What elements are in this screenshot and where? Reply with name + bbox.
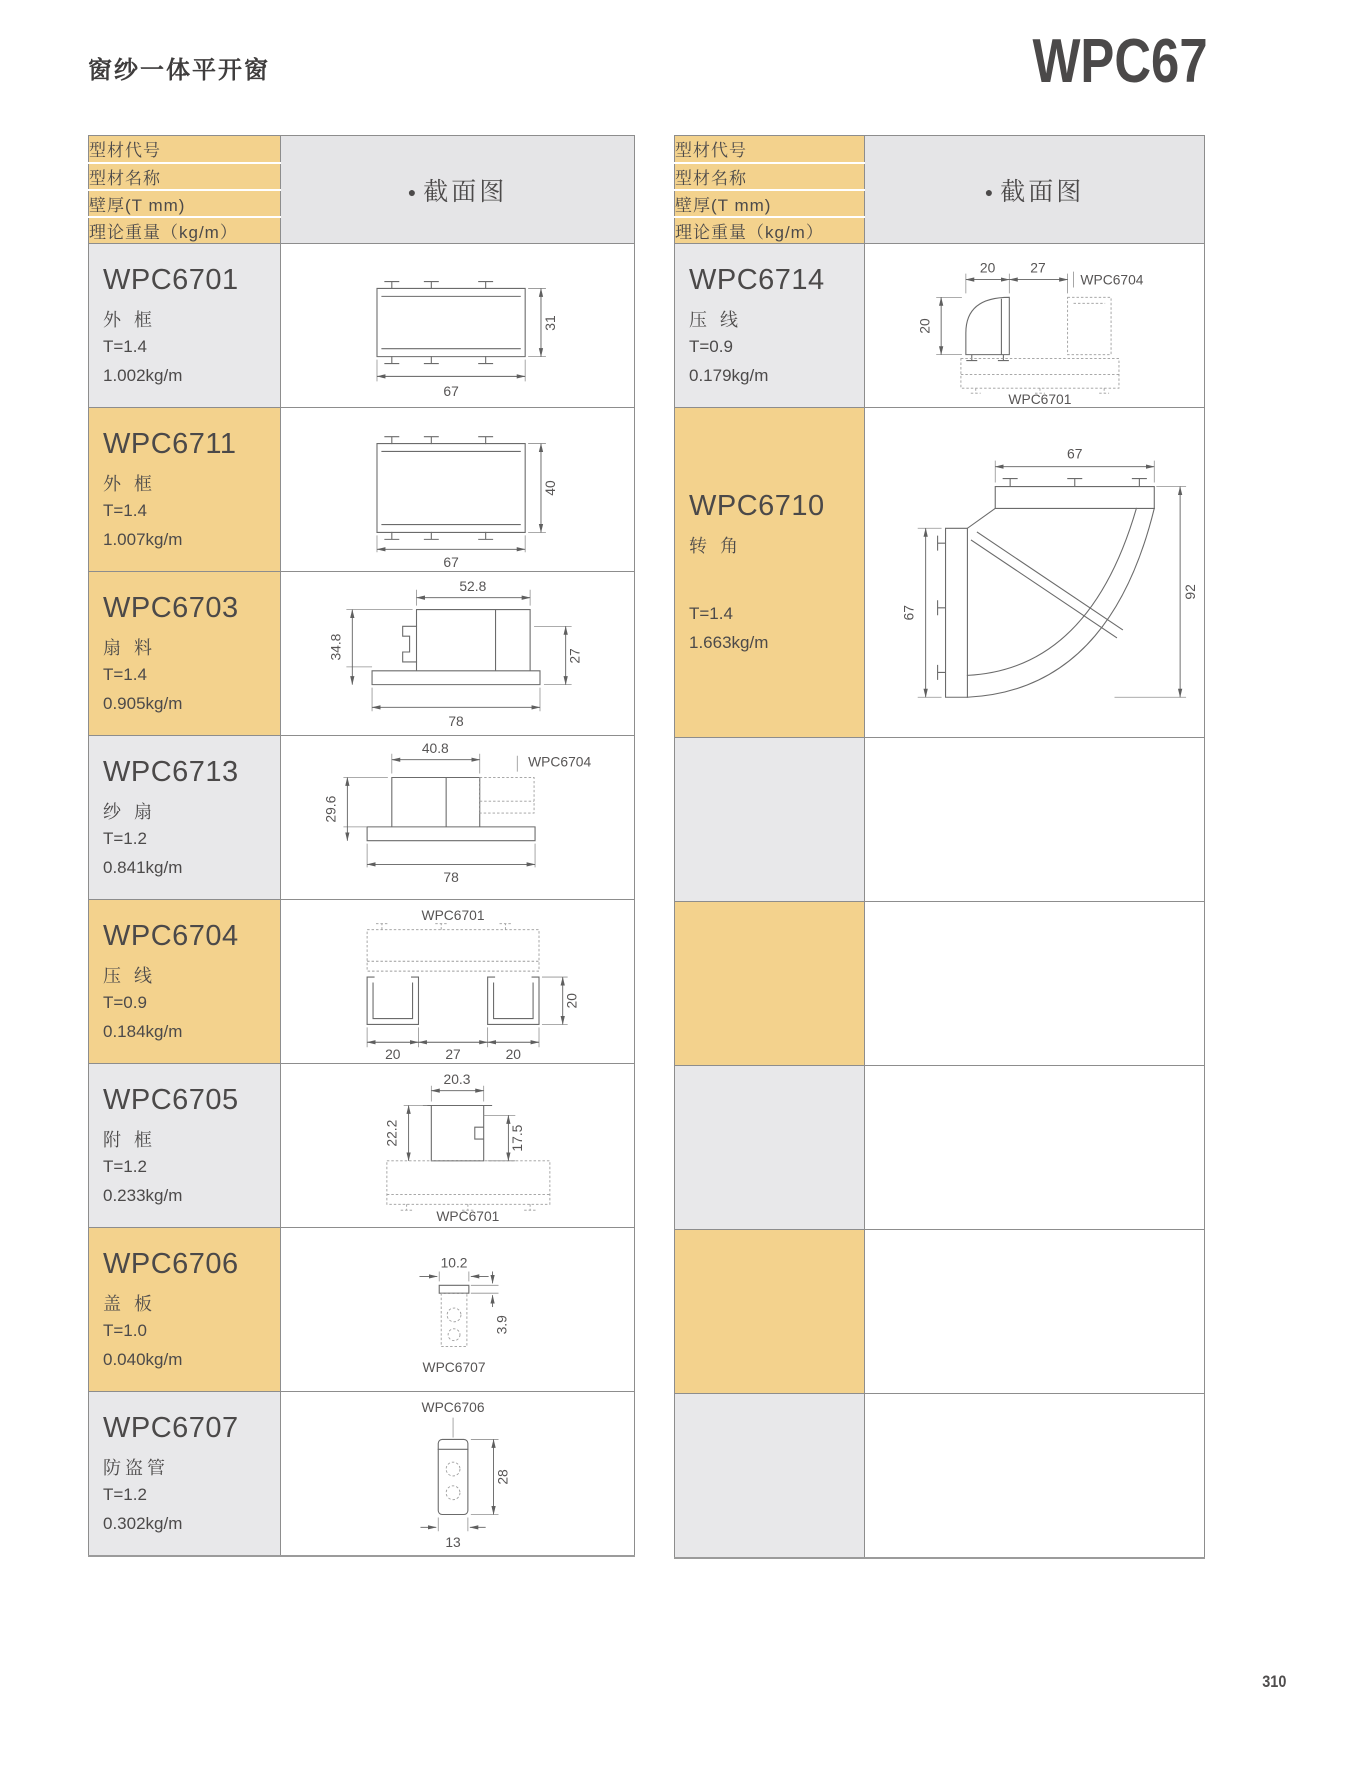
cross-section-diagram [281,736,635,900]
wall-thickness: T=0.9 [103,993,147,1013]
ref-label: WPC6701 [421,906,485,923]
dim-label: 40.8 [421,739,449,756]
dim-label: 67 [442,383,459,400]
unit-weight: 1.007kg/m [103,530,183,550]
ref-label: WPC6706 [421,1398,485,1415]
table-row [89,244,635,408]
profile-name: 外 框 [103,474,157,494]
dim-label: 27 [566,648,583,664]
dim-label: 27 [444,1046,461,1063]
dim-label: 27 [1029,259,1046,276]
page-title: 窗纱一体平开窗 [88,57,270,84]
table-row-empty [675,1394,1205,1559]
wall-thickness: T=1.2 [103,829,147,849]
dim-label: 40 [541,480,558,496]
profile-name: 外 框 [103,310,157,330]
dim-label: 67 [900,604,917,620]
wall-thickness: T=1.0 [103,1321,147,1341]
cross-section-diagram [281,244,635,408]
cross-section-diagram [865,244,1205,408]
cross-section-diagram [281,900,635,1064]
profile-name: 附 框 [103,1130,157,1150]
section-label: 截面图 [423,177,508,206]
empty-diagram-cell [865,1066,1205,1230]
section-label: 截面图 [1000,177,1085,206]
dim-label: 17.5 [508,1124,525,1152]
dim-label: 52.8 [458,577,486,594]
table-row-empty [675,738,1205,902]
table-row [89,736,635,900]
empty-diagram-cell [865,738,1205,902]
dim-label: 20 [979,259,995,276]
dim-label: 20.3 [443,1070,470,1087]
dim-label: 13 [444,1534,461,1551]
table-row-empty [675,902,1205,1066]
table-row [675,244,1205,408]
empty-diagram-cell [865,902,1205,1066]
profile-code: WPC6714 [689,264,825,296]
profile-code: WPC6707 [103,1412,239,1444]
cross-section-diagram [281,572,635,736]
cross-section-diagram [281,1064,635,1228]
unit-weight: 0.179kg/m [689,366,769,386]
cross-section-diagram [865,408,1205,738]
header-cell-name: 型材名称 [675,163,865,190]
ref-label: WPC6701 [1007,391,1071,407]
section-header [865,136,1205,244]
unit-weight: 0.233kg/m [103,1186,183,1206]
wall-thickness: T=1.2 [103,1157,147,1177]
header-cell-thickness: 壁厚(T mm) [89,190,281,217]
unit-weight: 0.841kg/m [103,858,183,878]
profile-code: WPC6705 [103,1084,239,1116]
profile-code: WPC6703 [103,592,239,624]
profile-name: 纱 扇 [103,802,157,822]
empty-diagram-cell [865,1394,1205,1559]
profile-code: WPC6701 [103,264,239,296]
wall-thickness: T=1.4 [103,337,147,357]
profile-name: 扇 料 [103,638,157,658]
profile-table-left [88,135,635,1557]
cross-section-diagram [281,1228,635,1392]
series-code: WPC67 [1032,27,1208,96]
wall-thickness: T=1.4 [103,501,147,521]
profile-code: WPC6713 [103,756,239,788]
wall-thickness: T=1.4 [689,604,733,624]
dim-label: 22.2 [383,1119,400,1147]
ref-label: WPC6704 [527,753,591,770]
header-cell-thickness: 壁厚(T mm) [675,190,865,217]
table-row [89,1392,635,1557]
dim-label: 3.9 [492,1315,509,1335]
table-row-empty [675,1230,1205,1394]
table-row [89,900,635,1064]
ref-label: WPC6701 [435,1208,499,1225]
ref-label: WPC6704 [1079,271,1143,288]
dim-label: 92 [1181,583,1198,600]
profile-code: WPC6706 [103,1248,239,1280]
unit-weight: 0.040kg/m [103,1350,183,1370]
profile-name: 盖 板 [103,1294,157,1314]
section-header [281,136,635,244]
unit-weight: 0.302kg/m [103,1514,183,1534]
unit-weight: 1.002kg/m [103,366,183,386]
header-cell-name: 型材名称 [89,163,281,190]
dim-label: 34.8 [326,633,343,661]
profile-name: 转 角 [689,536,743,557]
profile-table-right [674,135,1205,1559]
profile-name: 防盗管 [103,1458,169,1478]
header-cell-code: 型材代号 [89,136,281,163]
wall-thickness: T=1.4 [103,665,147,685]
page-number: 310 [1261,1672,1286,1691]
table-row [89,1064,635,1228]
profile-name: 压 线 [103,966,157,986]
dim-label: 31 [541,315,558,331]
dim-label: 29.6 [322,795,339,823]
dim-label: 20 [915,318,932,334]
bullet-icon: ● [984,183,994,200]
profile-code: WPC6710 [689,490,825,523]
profile-name: 压 线 [689,310,743,330]
dim-label: 67 [442,554,459,571]
dim-label: 78 [447,713,464,730]
unit-weight: 0.184kg/m [103,1022,183,1042]
table-row [89,572,635,736]
dim-label: 20 [505,1046,521,1063]
tables-container [88,135,1205,1559]
table-row [89,1228,635,1392]
unit-weight: 0.905kg/m [103,694,183,714]
dim-label: 20 [384,1046,400,1063]
wall-thickness: T=0.9 [689,337,733,357]
dim-label: 20 [563,993,580,1009]
header-cell-weight: 理论重量（kg/m） [675,217,865,244]
dim-label: 78 [442,869,459,886]
profile-code: WPC6711 [103,428,237,460]
empty-diagram-cell [865,1230,1205,1394]
table-row [675,408,1205,738]
unit-weight: 1.663kg/m [689,633,769,652]
table-row [89,408,635,572]
dim-label: 67 [1066,445,1082,462]
ref-label: WPC6707 [422,1359,486,1376]
header-cell-code: 型材代号 [675,136,865,163]
cross-section-diagram [281,408,635,572]
bullet-icon: ● [407,183,417,200]
header-cell-weight: 理论重量（kg/m） [89,217,281,244]
profile-code: WPC6704 [103,920,239,952]
cross-section-diagram [281,1392,635,1557]
dim-label: 28 [493,1469,510,1485]
dim-label: 10.2 [440,1254,468,1271]
table-row-empty [675,1066,1205,1230]
wall-thickness: T=1.2 [103,1485,147,1505]
